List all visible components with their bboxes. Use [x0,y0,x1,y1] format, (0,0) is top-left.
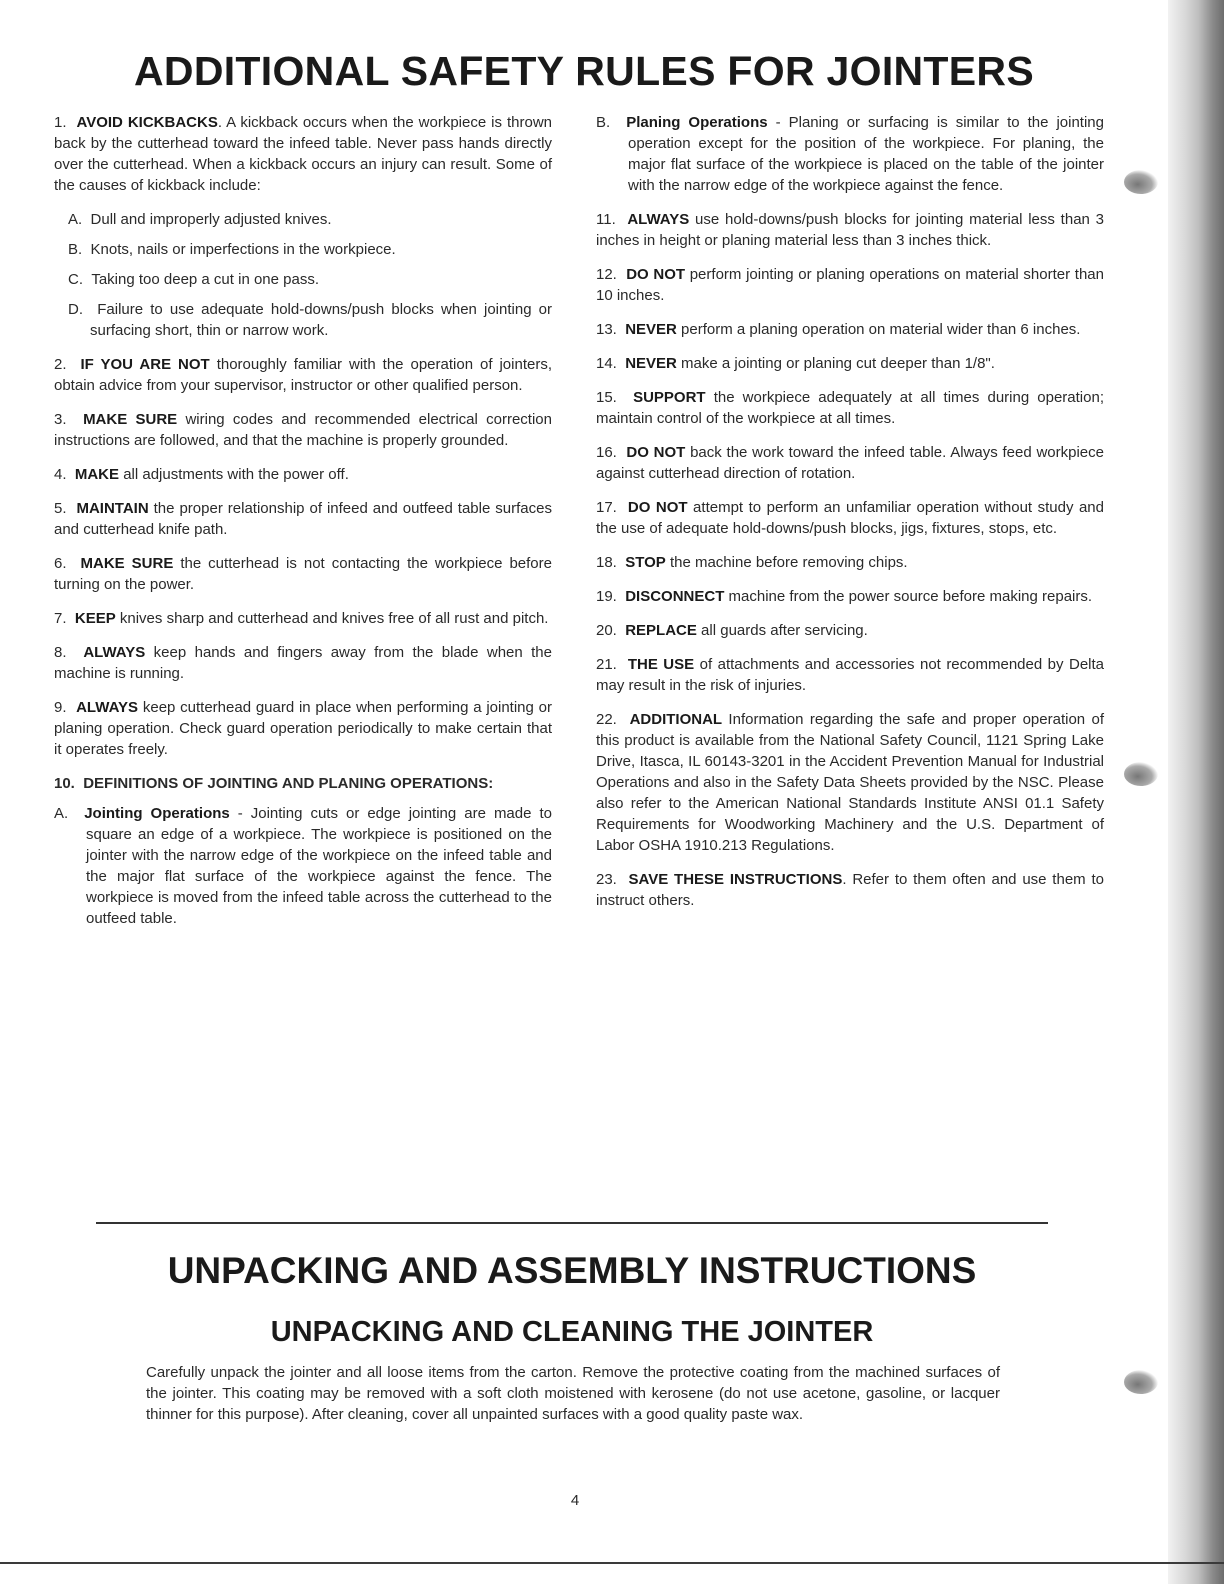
rule-13: 13. NEVER perform a planing operation on material wider than 6 inches. [596,321,1081,338]
rule-14: 14. NEVER make a jointing or planing cut deeper than 1/8". [596,355,995,372]
rule-12: 12. DO NOT perform jointing or planing operations on material shorter than 10 inches. [596,266,1104,304]
rule-11: 11. ALWAYS use hold-downs/push blocks for jointing material less than 3 inches in height or planing material less than 3 inches thick. [596,211,1104,249]
section-title: UNPACKING AND ASSEMBLY INSTRUCTIONS [167,1250,977,1291]
subsection-title: UNPACKING AND CLEANING THE JOINTER [270,1316,874,1348]
rule-17: 17. DO NOT attempt to perform an unfamiliar operation without study and the use of adequate hold-downs/push blocks, jigs, fixtures, stops, etc. [596,499,1104,537]
rule-23: 23. SAVE THESE INSTRUCTIONS. Refer to them often and use them to instruct others. [596,871,1104,909]
rule-6: 6. MAKE SURE the cutterhead is not contacting the workpiece before turning on the power. [54,555,552,593]
unpacking-paragraph: Carefully unpack the jointer and all loose items from the carton. Remove the protective coating from the machined surfaces of the jointer. This coating may be removed with a soft cloth moistened with kerosene (do not use acetone, gasoline, or lacquer thinner for this purpose). After cleaning, cover all unpainted surfaces with a good quality paste wax. [146,1364,1000,1423]
binding-hole-top [1124,170,1158,194]
page-bottom-edge [0,1562,1224,1564]
rule-22: 22. ADDITIONAL Information regarding the safe and proper operation of this product is available from the National Safety Council, 1121 Spring Lake Drive, Itasca, IL 60143-3201 in the Accident Prevention Manual for Industrial Operations and also in the Safety Data Sheets provided by the NSC. Please also refer to the American National Standards Institute ANSI 01.1 Safety Requirements for Woodworking Machinery and the U.S. Department of Labor OSHA 1910.213 Regulations. [596,711,1104,854]
rule-1-item-d: D. Failure to use adequate hold-downs/push blocks when jointing or surfacing short, thin or narrow work. [68,301,552,339]
rule-1-item-c: C. Taking too deep a cut in one pass. [68,271,320,288]
binding-hole-middle [1124,762,1158,786]
right-column [596,112,1104,924]
rule-1-item-a: A. Dull and improperly adjusted knives. [68,211,332,228]
rule-4: 4. MAKE all adjustments with the power off. [54,466,349,483]
rule-19: 19. DISCONNECT machine from the power source before making repairs. [596,588,1093,605]
page-title: ADDITIONAL SAFETY RULES FOR JOINTERS [134,48,1034,94]
rule-18: 18. STOP the machine before removing chips. [596,554,908,571]
left-column [54,112,552,942]
rule-2: 2. IF YOU ARE NOT thoroughly familiar with the operation of jointers, obtain advice from your supervisor, instructor or other qualified person. [54,356,553,394]
rule-7: 7. KEEP knives sharp and cutterhead and knives free of all rust and pitch. [54,610,549,627]
rule-16: 16. DO NOT back the work toward the infeed table. Always feed workpiece against cutterhead direction of rotation. [596,444,1104,482]
rule-1: 1. AVOID KICKBACKS. A kickback occurs when the workpiece is thrown back by the cutterhead toward the infeed table. Never pass hands directly over the cutterhead. When a kickback occurs an injury can result. Some of the causes of kickback include: [54,114,552,194]
rule-10-heading: 10. DEFINITIONS OF JOINTING AND PLANING OPERATIONS: [54,775,494,792]
rule-15: 15. SUPPORT the workpiece adequately at all times during operation; maintain control of the workpiece at all times. [596,389,1104,427]
rule-10-planing-operations: B. Planing Operations - Planing or surfacing is similar to the jointing operation except for the position of the workpiece. For planing, the major flat surface of the workpiece is placed on the table of the jointer with the narrow edge of the workpiece against the fence. [596,114,1104,194]
rule-20: 20. REPLACE all guards after servicing. [596,622,868,639]
rule-21: 21. THE USE of attachments and accessories not recommended by Delta may result in the risk of injuries. [596,656,1105,694]
binding-hole-bottom [1124,1370,1158,1394]
rule-5: 5. MAINTAIN the proper relationship of infeed and outfeed table surfaces and cutterhead knife path. [54,500,552,538]
rule-10-jointing-operations: A. Jointing Operations - Jointing cuts or edge jointing are made to square an edge of a workpiece. The workpiece is positioned on the jointer with the narrow edge of the workpiece on the infeed table and the major flat surface of the workpiece against the fence. The workpiece is moved from the infeed table across the cutterhead to the outfeed table. [54,805,552,927]
section-divider [96,1222,1048,1224]
rule-3: 3. MAKE SURE wiring codes and recommended electrical correction instructions are followed, and that the machine is properly grounded. [54,411,552,449]
page-edge-shadow [1168,0,1224,1584]
rule-1-item-b: B. Knots, nails or imperfections in the workpiece. [68,241,396,258]
rule-8: 8. ALWAYS keep hands and fingers away from the blade when the machine is running. [54,644,552,682]
page-number: 4 [570,1492,580,1509]
rule-9: 9. ALWAYS keep cutterhead guard in place when performing a jointing or planing operation. Check guard operation periodically to make certain that it operates freely. [54,699,552,758]
